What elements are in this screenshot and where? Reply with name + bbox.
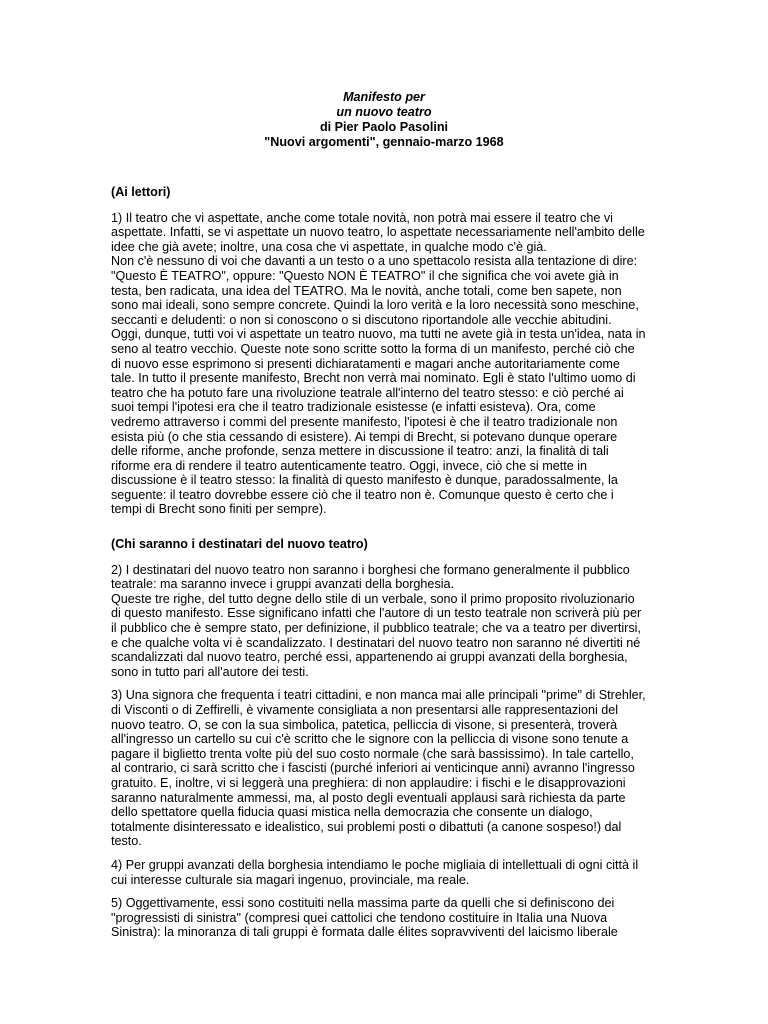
text-line: teatro che ha potuto fare una rivoluzione teatrale all'interno del teatro stesso: e ciò perché ai	[111, 385, 624, 400]
text-line: Non c'è nessuno di voi che davanti a un testo o a uno spettacolo resista alla tentazione di dire:	[111, 254, 638, 269]
paragraph	[111, 563, 671, 680]
text-line: e che qualche volta vi è scandalizzato. I destinatari del nuovo teatro non saranno né divertiti né	[111, 635, 641, 650]
text-line: "progressisti di sinistra" (compresi quei cattolici che tendono costituire in Italia una Nuova	[111, 910, 608, 925]
text-line: 5) Oggettivamente, essi sono costituiti nella massima parte da quelli che si definiscono dei	[111, 896, 615, 911]
paragraph	[111, 688, 671, 849]
text-line: suoi tempi l'ipotesi era che il teatro tradizionale esistesse (e infatti esisteva). Ora, come	[111, 400, 596, 415]
text-line: idee che già avete; inoltre, una cosa che vi aspettate, in qualche modo c'è già.	[111, 239, 547, 254]
text-line: testa, ben radicata, una idea del TEATRO. Ma le novità, anche totali, come ben sapete, non	[111, 283, 622, 298]
paragraph	[111, 211, 671, 517]
paragraph	[111, 896, 671, 940]
text-line: saranno naturalmente ammessi, ma, al posto degli eventuali applausi sarà richiesta da parte	[111, 790, 626, 805]
paragraph-spacer	[111, 887, 671, 896]
text-line: di nuovo esse esprimono si presenti dichiaratamenti e magari anche autoritariamente come	[111, 356, 620, 371]
text-line: sono mai ideali, sono sempre concrete. Quindi la loro verità e la loro necessità sono meschine,	[111, 298, 639, 313]
section-spacer	[111, 517, 671, 537]
title-block	[0, 90, 768, 150]
text-line: dello spettatore quella fiducia quasi mistica nella democrazia che consente un dialogo,	[111, 805, 593, 820]
text-line: testo.	[111, 834, 142, 849]
section-heading: (Ai lettori)	[111, 185, 171, 199]
text-line: tempi di Brecht sono finiti per sempre).	[111, 502, 327, 517]
text-line: discussione è il teatro stesso: la finalità di questo manifesto è dunque, paradossalmente, la	[111, 473, 618, 488]
text-line: "Questo È TEATRO", oppure: "Questo NON È TEATRO" il che significa che voi avete già in	[111, 268, 619, 283]
text-line: sono in tutto pari all'autore dei testi.	[111, 664, 309, 679]
text-line: nuovo teatro. O, se con la sua simbolica, patetica, pelliccia di visone, si presenterà, troverà	[111, 717, 618, 732]
text-line: esista più (o che stia cessando di esistere). Ai tempi di Brecht, si potevano dunque operare	[111, 429, 618, 444]
text-line: Oggi, dunque, tutti voi vi aspettate un teatro nuovo, ma tutti ne avete già in testa un'idea, nata in	[111, 327, 646, 342]
section-heading: (Chi saranno i destinatari del nuovo teatro)	[111, 537, 368, 552]
text-line: teatrale: ma saranno invece i gruppi avanzati della borghesia.	[111, 577, 455, 592]
text-line: seno al teatro vecchio. Queste note sono scritte sotto la forma di un manifesto, perché ciò che	[111, 341, 635, 356]
text-line: gratuito. E, inoltre, vi si leggerà una preghiera: di non applaudire: i fischi e le disapprovazioni	[111, 775, 626, 790]
title-line-1: Manifesto per	[343, 90, 425, 104]
text-line: Sinistra): la minoranza di tali gruppi è formata dalle élites sopravviventi del laicismo liberale	[111, 925, 618, 940]
paragraph-spacer	[111, 849, 671, 858]
text-line: di Visconti o di Zeffirelli, è vivamente consigliata a non presentarsi alle rappresentazioni del	[111, 703, 619, 717]
title-line-2: un nuovo teatro	[336, 105, 432, 119]
text-line: al contrario, ci sarà scritto che i fascisti (purché inferiori ai venticinque anni) avranno l'ingresso	[111, 761, 635, 776]
heading-spacer	[111, 200, 671, 211]
text-line: vedremo attraverso i commi del presente manifesto, l'ipotesi è che il teatro tradizionale non	[111, 414, 618, 429]
text-line: seccanti e deludenti: o non si conoscono o si discutono riportandole alle vecchie abitudini.	[111, 312, 612, 327]
text-line: aspettate. Infatti, se vi aspettate un nuovo teatro, lo aspettate necessariamente nell'ambito delle	[111, 225, 645, 240]
text-line: cui interesse culturale sia magari ingenuo, provinciale, ma reale.	[111, 872, 470, 887]
author-line: di Pier Paolo Pasolini	[319, 120, 449, 134]
text-line: riforme era di rendere il teatro autenticamente teatro. Oggi, invece, ciò che si mette in	[111, 458, 587, 473]
paragraph	[111, 858, 671, 887]
text-line: scandalizzati dal nuovo teatro, perché essi, appartenendo ai gruppi avanzati della borghesia,	[111, 650, 628, 665]
text-line: 3) Una signora che frequenta i teatri cittadini, e non manca mai alle principali "prime" di Strehler,	[111, 688, 646, 703]
text-line: Queste tre righe, del tutto degne dello stile di un verbale, sono il primo proposito rivoluzionario	[111, 591, 635, 606]
source-line: "Nuovi argomenti", gennaio-marzo 1968	[264, 135, 504, 149]
text-line: 1) Il teatro che vi aspettate, anche come totale novità, non potrà mai essere il teatro che vi	[111, 210, 613, 225]
text-line: all'ingresso un cartello su cui c'è scritto che le signore con la pelliccia di visone sono tenute a	[111, 732, 629, 747]
text-line: tale. In tutto il presente manifesto, Brecht non verrà mai nominato. Egli è stato l'ultimo uomo di	[111, 371, 636, 386]
text-line: pagare il biglietto trenta volte più del suo costo normale (che sarà bassissimo). In tale cartello,	[111, 746, 634, 761]
text-line: seguente: il teatro dovrebbe essere ciò che il teatro non è. Comunque questo è certo che i	[111, 487, 614, 502]
document-body	[111, 185, 671, 940]
heading-spacer	[111, 552, 671, 563]
text-line: di questo manifesto. Esse significano infatti che l'autore di un testo teatrale non scriverà più per	[111, 606, 642, 621]
text-line: delle riforme, anche profonde, senza mettere in discussione il teatro: anzi, la finalità di tali	[111, 444, 609, 459]
text-line: totalmente disinteressato e idealistico, sui problemi posti o dibattuti (a canone sospeso!) dal	[111, 819, 622, 834]
text-line: 4) Per gruppi avanzati della borghesia intendiamo le poche migliaia di intellettuali di ogni città il	[111, 857, 639, 872]
paragraph-spacer	[111, 679, 671, 688]
text-line: il pubblico che è sempre stato, per definizione, il pubblico teatrale; che va a teatro per divertirsi,	[111, 621, 641, 636]
text-line: 2) I destinatari del nuovo teatro non saranno i borghesi che formano generalmente il pubblico	[111, 562, 630, 577]
